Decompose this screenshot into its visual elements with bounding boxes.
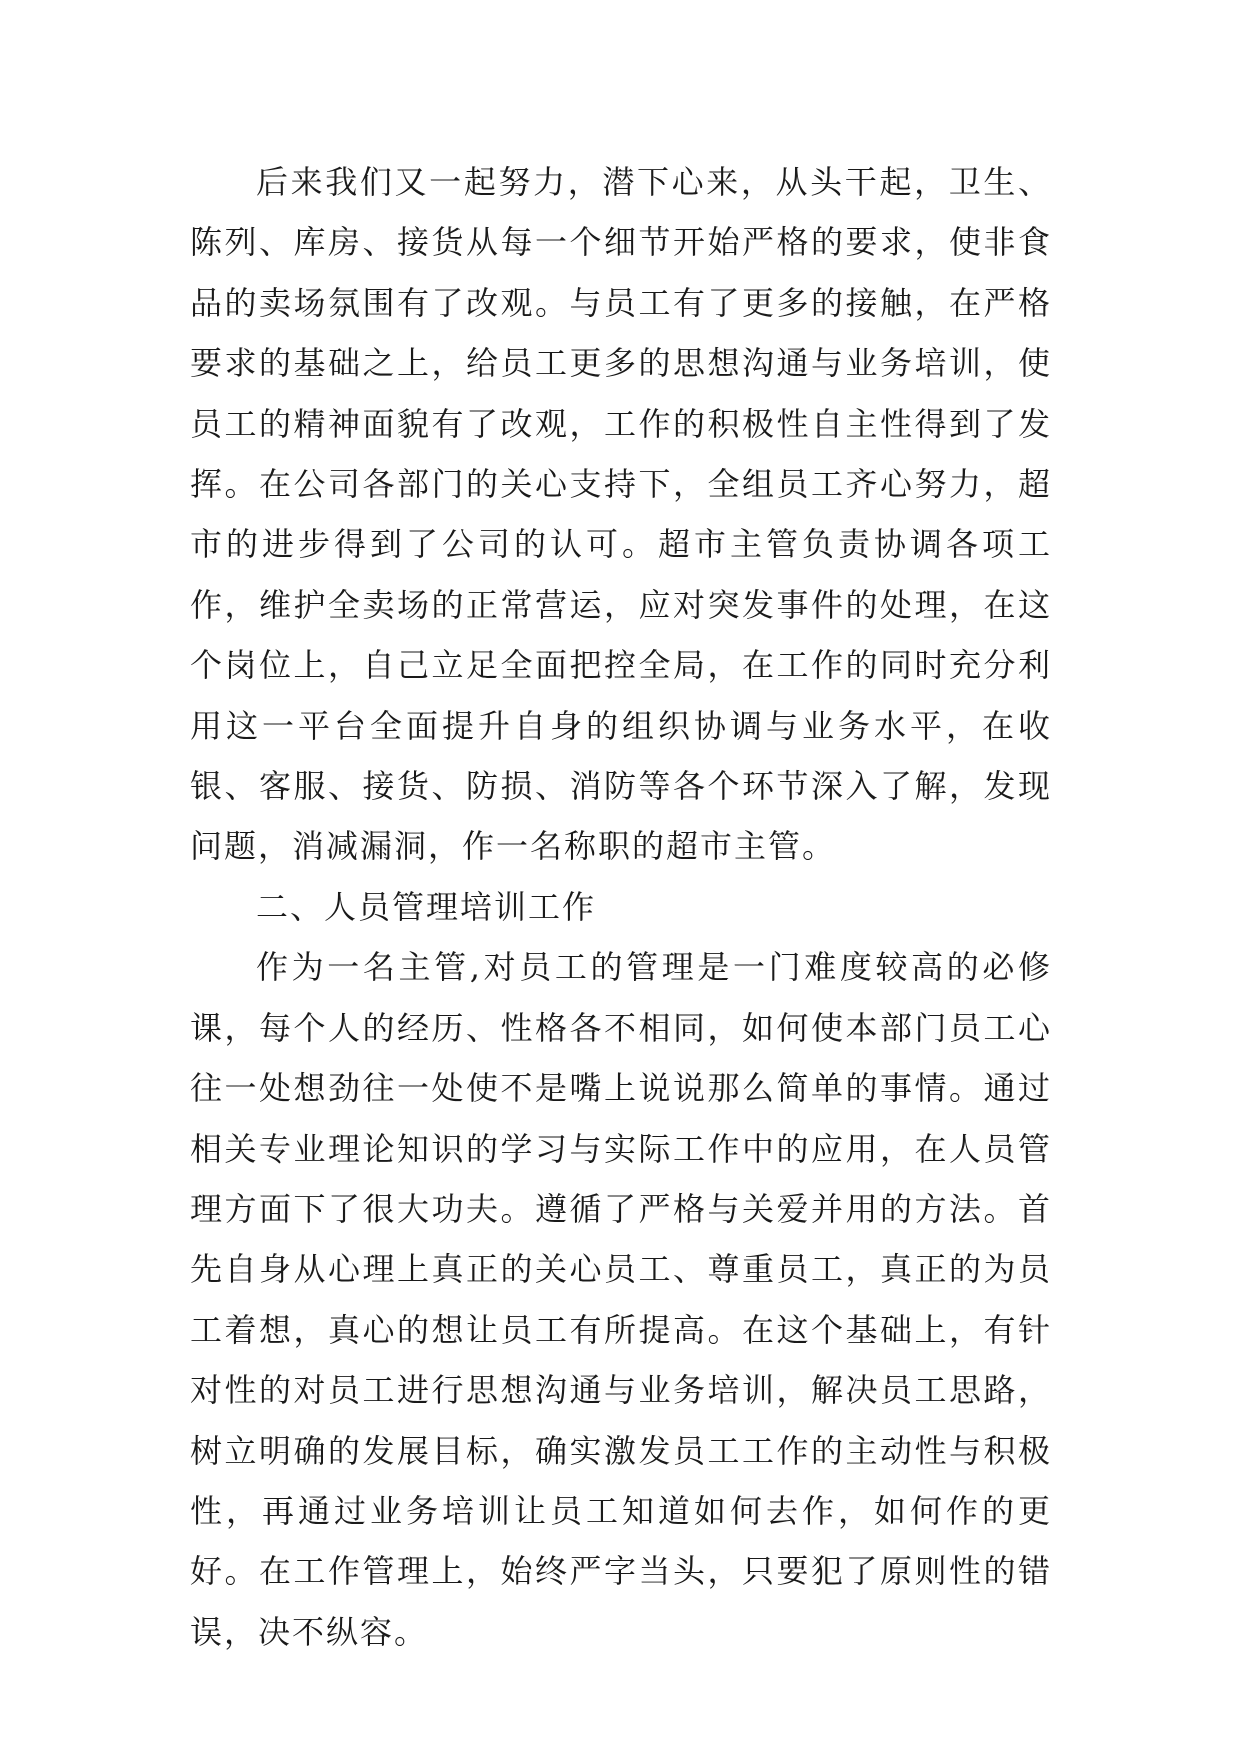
document-body bbox=[190, 152, 1052, 1662]
section-heading-staff-management: 二、人员管理培训工作 bbox=[256, 887, 597, 926]
paragraph-store-improvement: 后来我们又一起努力，潜下心来，从头干起，卫生、陈列、库房、接货从每一个细节开始严格的要求，使非食品的卖场氛围有了改观。与员工有了更多的接触，在严格要求的基础之上，给员工更多的思想沟通与业务培训，使员工的精神面貌有了改观，工作的积极性自主性得到了发挥。在公司各部门的关心支持下，全组员工齐心努力，超市的进步得到了公司的认可。超市主管负责协调各项工作，维护全卖场的正常营运，应对突发事件的处理，在这个岗位上，自己立足全面把控全局，在工作的同时充分利用这一平台全面提升自身的组织协调与业务水平，在收银、客服、接货、防损、消防等各个环节深入了解，发现问题，消减漏洞，作一名称职的超市主管。 bbox=[190, 163, 1052, 866]
paragraph-staff-management: 作为一名主管,对员工的管理是一门难度较高的必修课，每个人的经历、性格各不相同，如何使本部门员工心往一处想劲往一处使不是嘴上说说那么简单的事情。通过相关专业理论知识的学习与实际工作中的应用，在人员管理方面下了很大功夫。遵循了严格与关爱并用的方法。首先自身从心理上真正的关心员工、尊重员工，真正的为员工着想，真心的想让员工有所提高。在这个基础上，有针对性的对员工进行思想沟通与业务培训，解决员工思路，树立明确的发展目标，确实激发员工工作的主动性与积极性，再通过业务培训让员工知道如何去作，如何作的更好。在工作管理上，始终严字当头，只要犯了原则性的错误，决不纵容。 bbox=[190, 948, 1052, 1651]
